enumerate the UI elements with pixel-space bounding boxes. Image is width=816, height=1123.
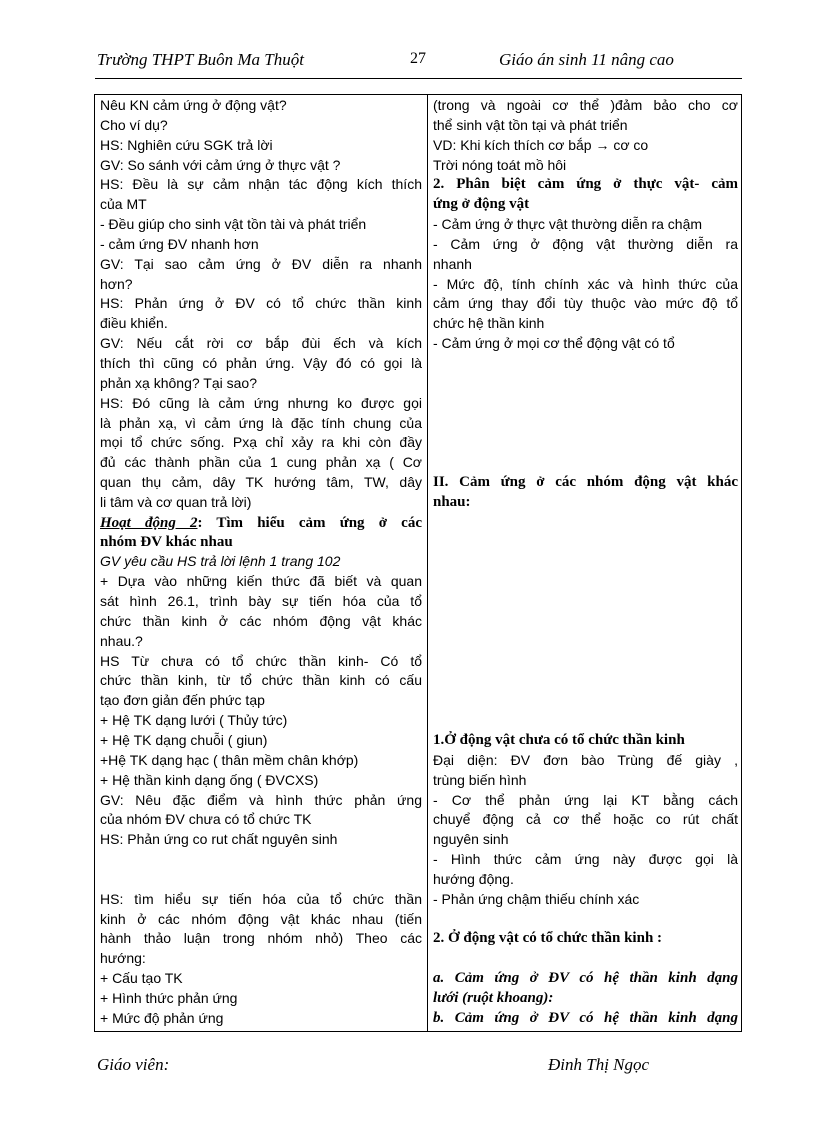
- column-divider: [427, 95, 428, 1031]
- right-text-line: chức hệ thần kinh: [433, 315, 545, 332]
- left-text-line: GV: Tại sao cảm ứng ở ĐV diễn ra nhanh: [100, 255, 422, 272]
- left-text-line: HS: Đó cũng là cảm ứng nhưng ko được gọi: [100, 394, 422, 411]
- right-blank-line: [433, 414, 738, 434]
- left-text-line: + Hình thức phản ứng: [100, 989, 238, 1006]
- left-text-line: + Hệ TK dạng lưới ( Thủy tức): [100, 712, 288, 729]
- left-text-line: + Hệ TK dạng chuỗi ( giun): [100, 732, 268, 748]
- right-text-line: - Cơ thể phản ứng lại KT bằng cách: [433, 791, 738, 808]
- right-text-line: trùng biến hình: [433, 771, 527, 788]
- right-blank-line: [433, 592, 738, 612]
- right-blank-line: [433, 910, 738, 930]
- right-text-line: ứng ở động vật: [433, 196, 530, 213]
- left-text-line: [100, 513, 422, 533]
- right-text-line: VD: Khi kích thích cơ bắp → cơ co: [433, 136, 649, 153]
- right-text-line: - Cảm ứng ở thực vật thường diễn ra chậm: [433, 216, 703, 233]
- left-text-line: Cho ví dụ?: [100, 116, 168, 133]
- right-text-line: Trời nóng toát mồ hôi: [433, 156, 567, 173]
- right-text-line: hướng động.: [433, 870, 514, 887]
- footer-teacher-name: Đinh Thị Ngọc: [548, 1055, 650, 1074]
- left-blank-line: [100, 850, 422, 870]
- left-text-line: +Hệ TK dạng hạc ( thân mềm chân khớp): [100, 751, 359, 768]
- right-blank-line: [433, 632, 738, 652]
- right-blank-line: [433, 572, 738, 592]
- left-text-line: của MT: [100, 196, 147, 213]
- right-blank-line: [433, 433, 738, 453]
- right-blank-line: [433, 612, 738, 632]
- left-text-line: - cảm ứng ĐV nhanh hơn: [100, 235, 259, 252]
- right-text-line: nguyên sinh: [433, 831, 509, 848]
- right-text-line: - Phản ứng chậm thiếu chính xác: [433, 890, 640, 907]
- right-text-line: - Cảm ứng ở mọi cơ thể động vật có tổ: [433, 335, 675, 352]
- left-text-line: HS: Phản ứng ở ĐV có tổ chức thần kinh: [100, 295, 422, 312]
- right-blank-line: [433, 691, 738, 711]
- right-blank-line: [433, 949, 738, 969]
- activity-title: : Tìm hiểu cảm ứng ở các: [197, 514, 422, 531]
- header-subject: Giáo án sinh 11 nâng cao: [499, 50, 674, 69]
- left-text-line: + Dựa vào những kiến thức đã biết và quan: [100, 573, 422, 590]
- left-text-line: li tâm và cơ quan trả lời): [100, 493, 252, 510]
- left-text-line: - Đều giúp cho sinh vật tồn tài và phát triển: [100, 216, 367, 233]
- right-column: [433, 96, 738, 1029]
- right-text-line: nhau:: [433, 493, 471, 510]
- footer-teacher-label: Giáo viên:: [97, 1055, 170, 1074]
- left-text-line: nhóm ĐV khác nhau: [100, 533, 233, 550]
- left-text-line: nhau.?: [100, 632, 143, 649]
- left-text-line: GV: Nếu cắt rời cơ bắp đùi ếch và kích: [100, 335, 422, 352]
- left-text-line: Nêu KN cảm ứng ở động vật?: [100, 97, 287, 113]
- right-text-line: (trong và ngoài cơ thể )đảm bảo cho cơ: [433, 97, 738, 113]
- right-blank-line: [433, 453, 738, 473]
- left-text-line: quan thụ cảm, dây TK hướng tâm, TW, dây: [100, 474, 422, 491]
- left-text-line: + Mức độ phản ứng: [100, 1009, 224, 1026]
- right-text-line: chuyể động cả cơ thể hoặc co rút chất: [433, 811, 738, 828]
- right-text-line: b. Cảm ứng ở ĐV có hệ thần kinh dạng: [433, 1009, 738, 1026]
- left-text-line: là phản xạ, vì cảm ứng là đặc tính chung của: [100, 414, 422, 431]
- left-text-line: kinh ở các nhóm động vật khác nhau (tiến: [100, 910, 422, 927]
- header-rule: [95, 78, 742, 79]
- right-text-line: II. Cảm ứng ở các nhóm động vật khác: [433, 474, 738, 491]
- left-text-line: tạo đơn giản đến phức tạp: [100, 692, 265, 709]
- left-text-line: + Cấu tạo TK: [100, 970, 183, 987]
- right-text-line: a. Cảm ứng ở ĐV có hệ thần kinh dạng: [433, 970, 738, 987]
- left-text-line: HS: Phản ứng co rut chất nguyên sinh: [100, 831, 338, 848]
- activity-label: Hoạt động 2: [100, 514, 198, 531]
- left-text-line: sát hình 26.1, trình bày sự tiến hóa của tổ: [100, 593, 422, 610]
- left-text-line: của nhóm ĐV chưa có tổ chức TK: [100, 811, 312, 828]
- left-text-line: hành thảo luận trong nhóm nhỏ) Theo các: [100, 930, 422, 947]
- right-text-line: cảm ứng thay đổi tùy thuộc vào mức độ tổ: [433, 295, 738, 312]
- left-text-line: phản xạ không? Tại sao?: [100, 374, 257, 391]
- left-text-line: mọi tổ chức sống. Pxạ chỉ xảy ra khi còn đầy: [100, 434, 422, 451]
- header-school: Trường THPT Buôn Ma Thuột: [97, 50, 304, 69]
- right-text-line: - Hình thức cảm ứng này được gọi là: [433, 851, 738, 868]
- right-blank-line: [433, 354, 738, 374]
- right-text-line: - Cảm ứng ở động vật thường diễn ra: [433, 235, 738, 252]
- left-text-line: HS Từ chưa có tổ chức thần kinh- Có tổ: [100, 652, 422, 669]
- left-text-line: HS: tìm hiểu sự tiến hóa của tổ chức thần: [100, 890, 422, 907]
- page-number: 27: [410, 50, 426, 67]
- right-blank-line: [433, 394, 738, 414]
- right-blank-line: [433, 711, 738, 731]
- left-text-line: chức thần kinh, từ tổ chức thần kinh có cấu: [100, 672, 422, 689]
- right-text-line: Đại diện: ĐV đơn bào Trùng đế giày ,: [433, 751, 738, 768]
- left-blank-line: [100, 870, 422, 890]
- left-text-line: GV: Nêu đặc điểm và hình thức phản ứng: [100, 791, 422, 808]
- right-text-line: 2. Ở động vật có tổ chức thần kinh :: [433, 930, 663, 947]
- left-text-line: đủ các thành phần của 1 cung phản xạ ( Cơ: [100, 454, 422, 471]
- lesson-table: [94, 94, 742, 1032]
- right-text-line: 2. Phân biệt cảm ứng ở thực vật- cảm: [433, 176, 738, 193]
- left-text-line: chức thần kinh ở các nhóm động vật khác: [100, 612, 422, 629]
- right-text-line: nhanh: [433, 255, 472, 272]
- left-text-line: hướng:: [100, 950, 146, 967]
- left-text-line: GV yêu cầu HS trả lời lệnh 1 trang 102: [100, 553, 341, 570]
- right-blank-line: [433, 652, 738, 672]
- left-column: [100, 96, 422, 1029]
- left-text-line: hơn?: [100, 275, 133, 292]
- left-text-line: HS: Nghiên cứu SGK trả lời: [100, 136, 273, 153]
- right-blank-line: [433, 374, 738, 394]
- left-text-line: thích thì cũng có phản ứng. Vậy đó có gọi là: [100, 354, 422, 371]
- right-text-line: 1.Ở động vật chưa có tổ chức thần kinh: [433, 732, 685, 748]
- left-text-line: điều khiển.: [100, 315, 168, 332]
- right-text-line: lưới (ruột khoang):: [433, 989, 554, 1006]
- right-blank-line: [433, 671, 738, 691]
- right-blank-line: [433, 513, 738, 533]
- left-text-line: + Hệ thần kinh dạng ống ( ĐVCXS): [100, 771, 319, 788]
- right-text-line: - Mức độ, tính chính xác và hình thức của: [433, 275, 738, 292]
- left-text-line: HS: Đều là sự cảm nhận tác động kích thích: [100, 176, 422, 193]
- right-blank-line: [433, 533, 738, 553]
- right-blank-line: [433, 552, 738, 572]
- right-text-line: thể sinh vật tồn tại và phát triển: [433, 116, 628, 133]
- left-text-line: GV: So sánh với cảm ứng ở thực vật ?: [100, 156, 341, 173]
